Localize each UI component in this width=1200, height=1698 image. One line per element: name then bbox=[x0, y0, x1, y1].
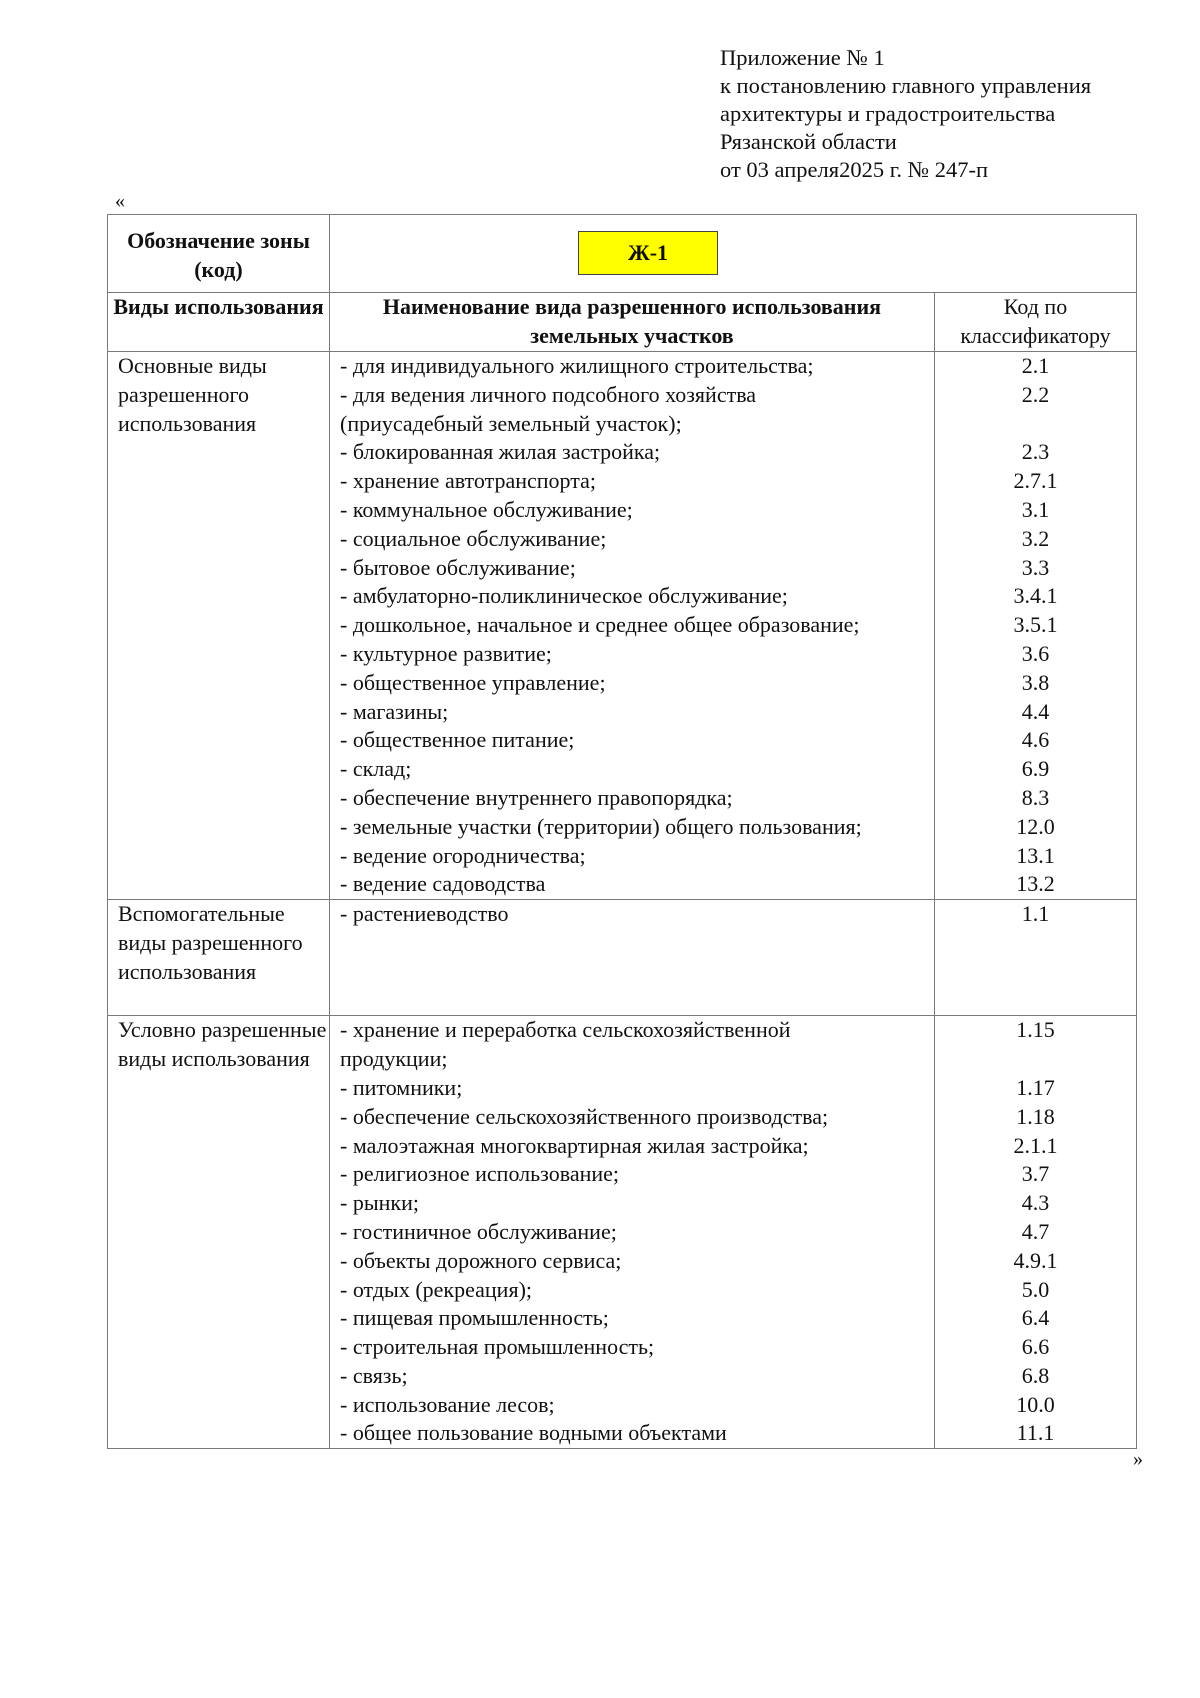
usage-name: - обеспечение внутреннего правопорядка; bbox=[340, 784, 733, 810]
usage-name: - строительная промышленность; bbox=[340, 1334, 655, 1360]
row-spacer bbox=[340, 958, 934, 987]
classifier-code: 5.0 bbox=[1021, 1276, 1050, 1302]
classifier-code-spacer bbox=[935, 1045, 1136, 1074]
classifier-code: 8.3 bbox=[1021, 784, 1050, 810]
classifier-code: 4.4 bbox=[1021, 698, 1050, 724]
classifier-code: 2.1.1 bbox=[1013, 1132, 1058, 1158]
classifier-code: 1.18 bbox=[1016, 1103, 1055, 1129]
classifier-code: 3.2 bbox=[1021, 525, 1050, 551]
usage-name: - дошкольное, начальное и среднее общее образование; bbox=[340, 612, 860, 638]
classifier-code: 2.3 bbox=[1021, 439, 1050, 465]
usage-name: - религиозное использование; bbox=[340, 1161, 620, 1187]
classifier-code: 3.7 bbox=[1021, 1161, 1050, 1187]
col-header-usage-types: Виды использования bbox=[108, 293, 330, 352]
classifier-code: 6.8 bbox=[1021, 1362, 1050, 1388]
classifier-code: 4.7 bbox=[1021, 1218, 1050, 1244]
usage-group-row bbox=[108, 900, 1137, 1016]
appendix-line: Приложение № 1 bbox=[720, 45, 885, 70]
classifier-code: 6.6 bbox=[1021, 1334, 1050, 1360]
usage-name: - земельные участки (территории) общего пользования; bbox=[340, 813, 862, 839]
closing-quote: » bbox=[1133, 1448, 1143, 1470]
usage-name-continuation: (приусадебный земельный участок); bbox=[340, 410, 682, 436]
classifier-code: 13.1 bbox=[1016, 842, 1055, 868]
column-header-row bbox=[108, 293, 1137, 352]
usage-name: - общественное питание; bbox=[340, 727, 575, 753]
usage-group-row bbox=[108, 352, 1137, 900]
usage-names-cell bbox=[330, 900, 935, 1016]
usage-name: - обеспечение сельскохозяйственного производства; bbox=[340, 1103, 829, 1129]
zoning-table bbox=[107, 214, 1137, 1449]
classifier-code: 3.5.1 bbox=[1013, 612, 1058, 638]
classifier-code-spacer bbox=[935, 410, 1136, 439]
classifier-code: 2.2 bbox=[1021, 381, 1050, 407]
usage-name: - ведение огородничества; bbox=[340, 842, 586, 868]
usage-name: - блокированная жилая застройка; bbox=[340, 439, 661, 465]
usage-name: - растениеводство bbox=[340, 901, 509, 927]
classifier-code: 3.8 bbox=[1021, 669, 1050, 695]
classifier-code: 1.17 bbox=[1016, 1074, 1055, 1100]
row-spacer bbox=[340, 987, 934, 1016]
usage-name-continuation: продукции; bbox=[340, 1046, 448, 1072]
usage-name: - магазины; bbox=[340, 698, 449, 724]
usage-name: - использование лесов; bbox=[340, 1391, 555, 1417]
classifier-codes-cell bbox=[935, 352, 1137, 900]
usage-group-label: Основные виды разрешенного использования bbox=[108, 352, 330, 900]
usage-name: - объекты дорожного сервиса; bbox=[340, 1247, 622, 1273]
classifier-codes-cell bbox=[935, 1016, 1137, 1449]
usage-name: - гостиничное обслуживание; bbox=[340, 1218, 617, 1244]
classifier-code: 10.0 bbox=[1016, 1391, 1055, 1417]
usage-name: - общее пользование водными объектами bbox=[340, 1420, 727, 1446]
usage-names-cell bbox=[330, 352, 935, 900]
usage-name: - связь; bbox=[340, 1362, 408, 1388]
classifier-code: 4.6 bbox=[1021, 727, 1050, 753]
classifier-code: 3.6 bbox=[1021, 640, 1050, 666]
classifier-code: 1.15 bbox=[1016, 1017, 1055, 1043]
zone-empty-cell bbox=[935, 215, 1137, 293]
classifier-code: 1.1 bbox=[1021, 901, 1050, 927]
usage-name: - культурное развитие; bbox=[340, 640, 552, 666]
usage-group-label: Вспомогательные виды разрешенного использования bbox=[108, 900, 330, 1016]
zone-label: Обозначение зоны (код) bbox=[127, 227, 310, 282]
classifier-code: 6.9 bbox=[1021, 756, 1050, 782]
usage-name: - хранение автотранспорта; bbox=[340, 468, 597, 494]
classifier-code: 6.4 bbox=[1021, 1305, 1050, 1331]
classifier-code: 3.3 bbox=[1021, 554, 1050, 580]
usage-name: - хранение и переработка сельскохозяйственной bbox=[340, 1017, 791, 1043]
col-header-usage-name: Наименование вида разрешенного использования земельных участков bbox=[330, 293, 935, 352]
classifier-code: 4.9.1 bbox=[1013, 1247, 1058, 1273]
usage-name: - малоэтажная многоквартирная жилая застройка; bbox=[340, 1132, 809, 1158]
appendix-line: Рязанской области bbox=[720, 129, 897, 154]
usage-name: - коммунальное обслуживание; bbox=[340, 496, 633, 522]
classifier-code: 11.1 bbox=[1016, 1420, 1055, 1446]
usage-names-cell bbox=[330, 1016, 935, 1449]
col-header-classifier-code: Код по классификатору bbox=[935, 293, 1137, 352]
usage-name: - питомники; bbox=[340, 1074, 463, 1100]
usage-name: - для индивидуального жилищного строительства; bbox=[340, 353, 814, 378]
appendix-line: к постановлению главного управления bbox=[720, 73, 1092, 98]
appendix-line: от 03 апреля2025 г. № 247-п bbox=[720, 157, 989, 182]
classifier-code: 13.2 bbox=[1016, 871, 1055, 897]
usage-group-label: Условно разрешенные виды использования bbox=[108, 1016, 330, 1449]
classifier-codes-cell bbox=[935, 900, 1137, 1016]
appendix-header bbox=[720, 44, 1091, 184]
appendix-line: архитектуры и градостроительства bbox=[720, 101, 1056, 126]
classifier-code: 2.7.1 bbox=[1013, 468, 1058, 494]
zone-label-cell bbox=[108, 215, 330, 293]
usage-name: - рынки; bbox=[340, 1190, 419, 1216]
usage-name: - бытовое обслуживание; bbox=[340, 554, 576, 580]
usage-name: - ведение садоводства bbox=[340, 871, 546, 897]
usage-name: - общественное управление; bbox=[340, 669, 606, 695]
usage-group-row bbox=[108, 1016, 1137, 1449]
table-body bbox=[108, 352, 1137, 1449]
row-spacer bbox=[340, 929, 934, 958]
classifier-code: 3.4.1 bbox=[1013, 583, 1058, 609]
usage-name: - социальное обслуживание; bbox=[340, 525, 607, 551]
usage-name: - для ведения личного подсобного хозяйства bbox=[340, 381, 757, 407]
classifier-code: 4.3 bbox=[1021, 1190, 1050, 1216]
usage-name: - пищевая промышленность; bbox=[340, 1305, 609, 1331]
zone-code-row bbox=[108, 215, 1137, 293]
classifier-code: 3.1 bbox=[1021, 496, 1050, 522]
usage-name: - склад; bbox=[340, 756, 412, 782]
opening-quote: « bbox=[115, 190, 125, 212]
zone-code-badge: Ж-1 bbox=[578, 231, 718, 275]
zone-code-cell bbox=[330, 215, 935, 293]
usage-name: - отдых (рекреация); bbox=[340, 1276, 533, 1302]
classifier-code: 12.0 bbox=[1016, 813, 1055, 839]
classifier-code: 2.1 bbox=[1021, 353, 1050, 378]
usage-name: - амбулаторно-поликлиническое обслуживание; bbox=[340, 583, 788, 609]
